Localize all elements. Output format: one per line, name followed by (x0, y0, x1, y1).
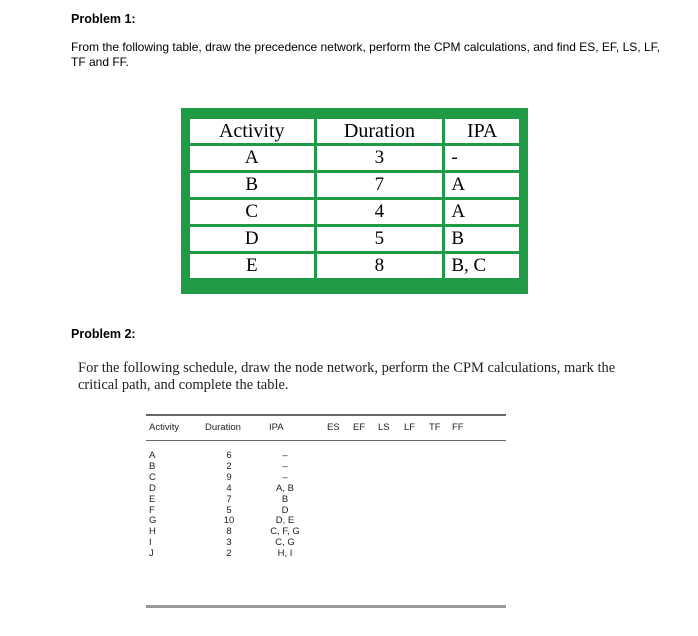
table-header-rule (146, 440, 506, 441)
p1-header-activity: Activity (189, 118, 316, 145)
p2-header-es: ES (327, 422, 340, 433)
p1-cell: 8 (315, 253, 444, 280)
table-row: 2 (226, 548, 232, 560)
p1-cell: A (444, 199, 521, 226)
p2-header-ff: FF (452, 422, 464, 433)
duration-column (218, 451, 240, 560)
table-row (189, 253, 521, 280)
p1-cell: B (444, 226, 521, 253)
p2-header-ls: LS (378, 422, 390, 433)
table-row: H, I (277, 548, 293, 560)
table-bottom-rule (146, 605, 506, 608)
table-row: D (149, 482, 156, 494)
table-row: D, E (275, 515, 295, 527)
table-row: C (149, 471, 156, 483)
problem1-title: Problem 1: (71, 12, 136, 26)
table-row: F (149, 504, 155, 516)
p1-cell: D (189, 226, 316, 253)
table-row: G (149, 515, 157, 527)
table-row: A, B (276, 482, 294, 494)
table-row: 3 (226, 537, 232, 549)
table-row (189, 226, 521, 253)
p1-cell: 3 (315, 145, 444, 172)
p1-cell: C (189, 199, 316, 226)
table-row: 6 (226, 450, 232, 461)
p1-header-duration: Duration (315, 118, 444, 145)
table-row: J (149, 548, 154, 560)
table-row: E (149, 493, 156, 505)
problem1-table (187, 116, 522, 281)
p1-cell: E (189, 253, 316, 280)
p2-header-ef: EF (353, 422, 366, 433)
p1-cell: A (444, 172, 521, 199)
p2-header-lf: LF (404, 422, 416, 433)
table-row: C, F, G (270, 526, 300, 538)
table-top-rule (146, 414, 506, 416)
table-row: 10 (223, 515, 235, 527)
table-row: 8 (226, 526, 232, 538)
p2-header-activity: Activity (149, 422, 180, 433)
table-row (189, 199, 521, 226)
p1-cell: - (444, 145, 521, 172)
p1-header-ipa: IPA (444, 118, 521, 145)
activity-column (149, 451, 156, 560)
table-row: A (149, 450, 156, 461)
p1-cell: B, C (444, 253, 521, 280)
table-row: – (282, 450, 288, 461)
ipa-column (262, 451, 308, 560)
table-row: 7 (226, 493, 232, 505)
table-row: B (281, 493, 289, 505)
p1-cell: 5 (315, 226, 444, 253)
table-row: 9 (226, 471, 232, 483)
table-row: – (282, 460, 288, 472)
table-row: 4 (226, 482, 232, 494)
table-row: – (282, 471, 288, 483)
table-row: D (281, 504, 289, 516)
p1-cell: 4 (315, 199, 444, 226)
problem1-prompt: From the following table, draw the precedence network, perform the CPM calculations, and find ES, EF, LS, LF, TF and FF. (71, 40, 660, 69)
problem1-table-frame (181, 108, 528, 294)
p1-cell: A (189, 145, 316, 172)
problem2-title: Problem 2: (71, 327, 136, 341)
table-row: 2 (226, 460, 232, 472)
p1-cell: 7 (315, 172, 444, 199)
p1-cell: B (189, 172, 316, 199)
p2-header-duration: Duration (205, 422, 241, 433)
table-row: B (149, 460, 156, 472)
table-row (189, 172, 521, 199)
problem2-prompt: For the following schedule, draw the node network, perform the CPM calculations, mark the critical path, and complete the table. (78, 360, 616, 393)
table-row: 5 (226, 504, 232, 516)
table-row: I (149, 537, 152, 549)
table-row: H (149, 526, 156, 538)
p2-header-ipa: IPA (269, 422, 284, 433)
table-row: C, G (275, 537, 295, 549)
table-row (189, 145, 521, 172)
p2-header-tf: TF (429, 422, 441, 433)
